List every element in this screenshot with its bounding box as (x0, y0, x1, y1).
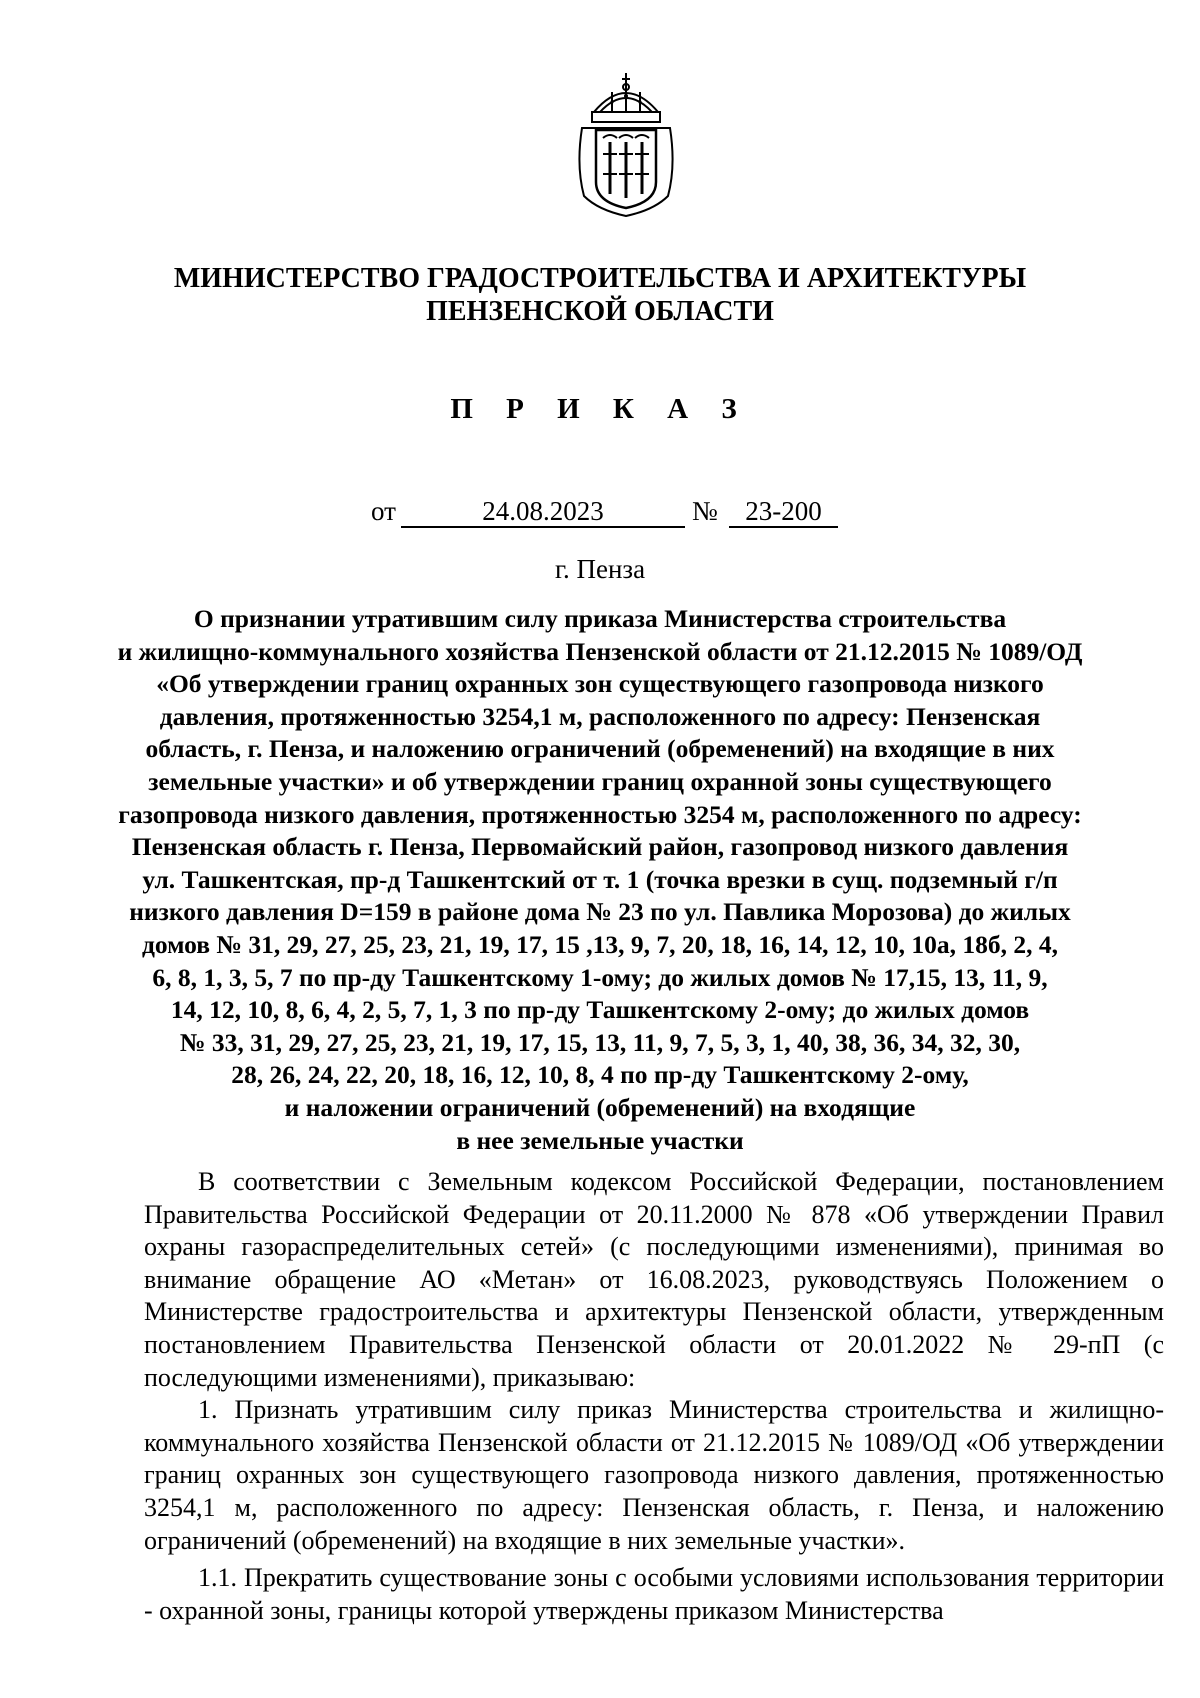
number-sign: № (692, 496, 718, 526)
ministry-line: ПЕНЗЕНСКОЙ ОБЛАСТИ (426, 296, 774, 327)
document-type: П Р И К А З (450, 393, 750, 425)
heading-line: ул. Ташкентская, пр-д Ташкентский от т. 1 (точка врезки в сущ. подземный г/п (142, 864, 1058, 894)
item-1-1-paragraph: 1.1. Прекратить существование зоны с особыми условиями использования территории - охранной зоны, границы которой утверждены приказом Министерства (144, 1563, 1164, 1625)
preamble-paragraph: В соответствии с Земельным кодексом Российской Федерации, постановлением Правительства Российской Федерации от 20.11.2000 № 878 «Об утверждении Правил охраны газораспределительных сетей» (с последующими изменениями), принимая во внимание обращение АО «Метан» от 16.08.2023, руководствуясь Положением о Министерстве градостроительства и архитектуры Пензенской области, утвержденным постановлением Правительства Пензенской области от 20.01.2022 № 29-пП (с последующими изменениями), приказываю: (144, 1167, 1164, 1392)
heading-line: № 33, 31, 29, 27, 25, 23, 21, 19, 17, 15, 13, 11, 9, 7, 5, 3, 1, 40, 38, 36, 34, 32, 30, (179, 1027, 1021, 1057)
heading-line: земельные участки» и об утверждении границ охранной зоны существующего (148, 766, 1052, 796)
heading-line: и жилищно-коммунального хозяйства Пензенской области от 21.12.2015 № 1089/ОД (117, 636, 1083, 666)
date-prefix: от (371, 496, 396, 526)
coat-of-arms-icon (572, 70, 680, 220)
document-body (144, 1166, 1164, 1627)
heading-line: домов № 31, 29, 27, 25, 23, 21, 19, 17, 15 ,13, 9, 7, 20, 18, 16, 14, 12, 10, 10а, 18б, 2, 4, (141, 929, 1059, 959)
heading-line: «Об утверждении границ охранных зон существующего газопровода низкого (156, 669, 1044, 699)
heading-line: и наложении ограничений (обременений) на входящие (284, 1092, 916, 1122)
heading-line: давления, протяженностью 3254,1 м, расположенного по адресу: Пензенская (159, 701, 1041, 731)
item-1-paragraph: 1. Признать утратившим силу приказ Министерства строительства и жилищно-коммунального хозяйства Пензенской области от 21.12.2015 № 1089/ОД «Об утверждении границ охранных зон существующего газопровода низкого давления, протяженностью 3254,1 м, расположенного по адресу: Пензенская область, г. Пенза, и наложению ограничений (обременений) на входящие в них земельные участки». (144, 1395, 1164, 1555)
heading-line: О признании утратившим силу приказа Министерства строительства (193, 604, 1007, 633)
heading-line: низкого давления D=159 в районе дома № 23 по ул. Павлика Морозова) до жилых (129, 897, 1071, 927)
document-number: 23-200 (745, 496, 822, 526)
city: г. Пенза (554, 554, 646, 584)
heading-line: 28, 26, 24, 22, 20, 18, 16, 12, 10, 8, 4 по пр-ду Ташкентскому 2-ому, (231, 1060, 969, 1090)
heading-line: область, г. Пенза, и наложению ограничений (обременений) на входящие в них (145, 734, 1055, 764)
date-number-line (0, 493, 1200, 529)
heading-line: газопровода низкого давления, протяженностью 3254 м, расположенного по адресу: (118, 799, 1082, 829)
document-heading (100, 603, 1100, 1157)
document-date: 24.08.2023 (482, 496, 604, 526)
heading-line: 6, 8, 1, 3, 5, 7 по пр-ду Ташкентскому 1-ому; до жилых домов № 17,15, 13, 11, 9, (152, 962, 1048, 992)
ministry-name (0, 262, 1200, 328)
date-field (401, 493, 685, 528)
ministry-line: МИНИСТЕРСТВО ГРАДОСТРОИТЕЛЬСТВА И АРХИТЕКТУРЫ (173, 263, 1027, 294)
number-field (729, 493, 838, 528)
heading-line: в нее земельные участки (456, 1125, 744, 1155)
heading-line: Пензенская область г. Пенза, Первомайский район, газопровод низкого давления (131, 832, 1069, 862)
heading-line: 14, 12, 10, 8, 6, 4, 2, 5, 7, 1, 3 по пр-ду Ташкентскому 2-ому; до жилых домов (170, 995, 1030, 1025)
